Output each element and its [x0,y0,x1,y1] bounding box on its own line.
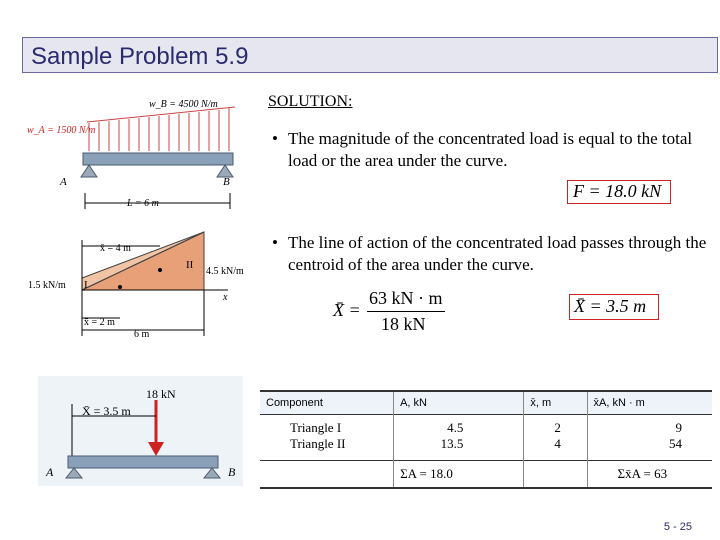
cell-component: Triangle I [290,420,342,435]
cell-a: 4.5 [394,415,524,437]
xbar-label: X̄ = 3.5 m [82,404,131,418]
support-a-label: A [60,176,67,188]
header-a: A, kN [394,391,524,415]
force-label: 18 kN [146,387,176,401]
solution-heading: SOLUTION: [268,93,353,110]
x4-label: x̄ = 4 m [100,243,131,254]
cell-component: Triangle II [290,436,346,451]
cell-x: 2 [524,415,587,437]
bullet-1 [272,128,708,172]
bullet-dot: • [272,129,278,148]
bullet-dot: • [272,233,278,252]
support-b-label: B [223,176,230,188]
region-2-label: II [186,259,194,271]
result-f: F = 18.0 kN [573,181,662,201]
load-diagram [25,93,235,215]
support-b-label: B [228,465,236,479]
cell-xa: 9 [587,415,712,437]
table-sum-row [260,461,712,489]
span-label: 6 m [134,329,150,340]
x-axis-label: x [223,292,228,303]
title-bar [22,37,718,73]
slide-title: Sample Problem 5.9 [31,43,249,70]
sum-xa: Σx̄A = 63 [587,461,712,489]
xbar-lhs: X̄ = [333,300,361,320]
load-right-label: 4.5 kN/m [206,266,244,277]
figure-resultant [38,376,243,486]
triangles-diagram [28,230,258,342]
header-x: x̄, m [524,391,587,415]
fraction-denominator: 18 kN [381,314,426,334]
fraction-bar [367,311,445,312]
x2-label: x̄ = 2 m [84,317,115,328]
result-x: X̄ = 3.5 m [574,296,647,316]
bullet-2-text: The line of action of the concentrated load passes through the centroid of the area under the curve. [288,233,707,274]
result-f-box [567,180,671,204]
component-table [260,390,712,489]
bullet-1-text: The magnitude of the concentrated load is equal to the total load or the area under the curve. [288,129,693,170]
cell-a: 13.5 [394,436,524,461]
bullet-2 [272,232,708,276]
header-component: Component [266,397,323,409]
cell-x: 4 [524,436,587,461]
header-xa: x̄A, kN · m [587,391,712,415]
load-left-label: 1.5 kN/m [28,280,66,291]
figure-distributed-load [25,93,235,215]
region-1-label: I [84,279,88,291]
fraction-numerator: 63 kN · m [369,288,443,308]
figure-triangles [28,230,258,342]
xbar-equation [333,290,453,336]
cell-xa: 54 [587,436,712,461]
table-row [260,415,712,437]
wb-label: w_B = 4500 N/m [149,99,218,110]
resultant-diagram [38,376,243,486]
page-number: 5 - 25 [663,521,692,533]
wa-label: w_A = 1500 N/m [27,125,96,136]
result-x-box [569,294,659,320]
sum-a: ΣA = 18.0 [394,461,524,489]
table-row [260,436,712,461]
support-a-label: A [46,465,54,479]
length-label: L = 6 m [127,198,159,209]
